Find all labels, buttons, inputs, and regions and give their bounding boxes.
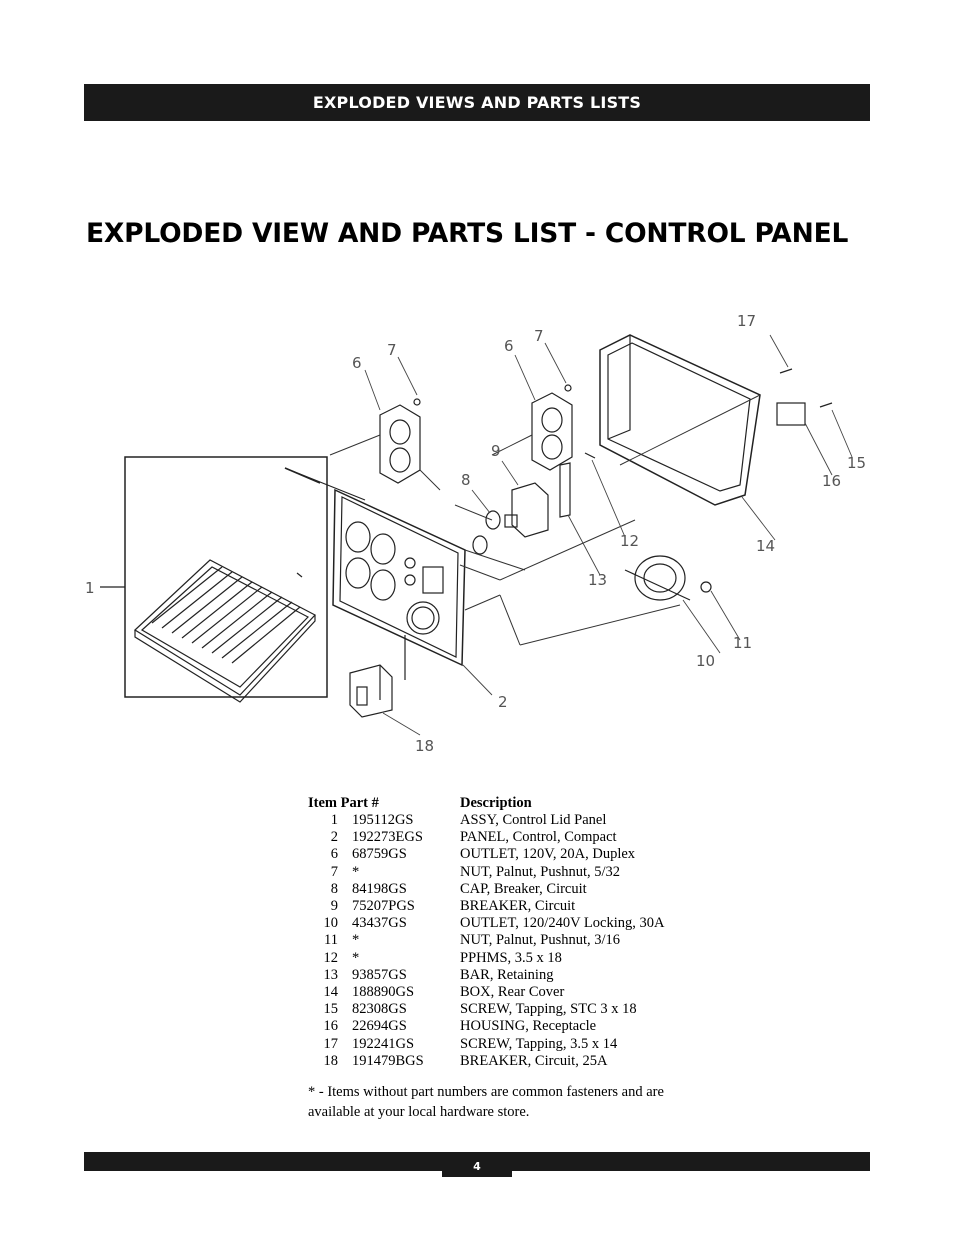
table-row (308, 950, 664, 967)
callout-7b: 7 (534, 327, 544, 345)
row-item: 13 (323, 966, 338, 983)
row-part-number: 82308GS (352, 1001, 407, 1018)
callout-15: 15 (847, 454, 867, 472)
row-description: BAR, Retaining (460, 966, 554, 983)
row-item: 14 (323, 984, 338, 1001)
callout-16: 16 (822, 472, 842, 490)
callout-18: 18 (415, 737, 435, 755)
receptacle-housing (777, 403, 805, 425)
table-row (308, 829, 664, 846)
row-part-number: 68759GS (352, 846, 407, 863)
row-item: 7 (330, 863, 338, 880)
callout-10: 10 (696, 652, 716, 670)
header-description: Description (460, 795, 532, 811)
row-description: HOUSING, Receptacle (460, 1018, 597, 1035)
rear-cover-box (600, 335, 760, 505)
row-item: 11 (324, 932, 338, 949)
row-item: 17 (323, 1035, 338, 1052)
row-item: 9 (330, 898, 338, 915)
header-item-part: Item Part # (308, 795, 379, 811)
callout-13: 13 (588, 571, 608, 589)
row-description: SCREW, Tapping, STC 3 x 18 (460, 1001, 637, 1018)
table-row (308, 812, 664, 829)
parts-table-header (308, 795, 664, 812)
callout-6b: 6 (504, 337, 514, 355)
row-item: 18 (323, 1052, 338, 1069)
callout-11: 11 (733, 634, 753, 652)
parts-list (308, 795, 664, 1070)
retaining-bar (560, 463, 570, 517)
row-item: 10 (323, 915, 338, 932)
row-description: BREAKER, Circuit, 25A (460, 1052, 608, 1069)
row-description: PPHMS, 3.5 x 18 (460, 949, 562, 966)
section-header-bar (84, 84, 870, 121)
callout-1: 1 (85, 579, 95, 597)
table-row (308, 1001, 664, 1018)
callout-12: 12 (620, 532, 640, 550)
parts-table (308, 795, 664, 1070)
row-part-number: 84198GS (352, 880, 407, 897)
locking-outlet (625, 556, 690, 600)
row-item: 8 (330, 880, 338, 897)
callout-labels (85, 312, 866, 755)
row-part-number: * (352, 949, 360, 966)
row-description: BREAKER, Circuit (460, 898, 576, 915)
row-item: 1 (330, 812, 338, 828)
callout-7a: 7 (387, 341, 397, 359)
row-description: ASSY, Control Lid Panel (460, 812, 607, 828)
section-title: EXPLODED VIEWS AND PARTS LISTS (312, 93, 642, 112)
table-row (308, 932, 664, 949)
table-row (308, 915, 664, 932)
callout-6a: 6 (352, 354, 362, 372)
callout-2: 2 (498, 693, 508, 711)
row-description: NUT, Palnut, Pushnut, 3/16 (460, 932, 621, 949)
table-row (308, 1053, 664, 1070)
row-part-number: 188890GS (352, 984, 415, 1001)
row-description: OUTLET, 120/240V Locking, 30A (460, 915, 665, 932)
duplex-outlet-right (532, 393, 572, 470)
row-item: 15 (323, 1001, 338, 1018)
row-item: 6 (330, 846, 338, 863)
breaker-9 (505, 483, 548, 537)
row-part-number: 22694GS (352, 1018, 407, 1035)
page-number: 4 (442, 1154, 512, 1177)
table-row (308, 1018, 664, 1035)
row-description: PANEL, Control, Compact (460, 829, 617, 846)
duplex-outlet-left (380, 405, 420, 483)
row-item: 16 (323, 1018, 338, 1035)
callout-14: 14 (756, 537, 776, 555)
table-row (308, 846, 664, 863)
row-description: NUT, Palnut, Pushnut, 5/32 (460, 863, 621, 880)
lid-panel (135, 560, 315, 702)
table-row (308, 898, 664, 915)
nut-11 (701, 582, 711, 592)
row-part-number: 195112GS (352, 812, 414, 828)
callout-17: 17 (737, 312, 757, 330)
footnote: * - Items without part numbers are common fasteners and are available at your local hardware store. (308, 1084, 664, 1120)
row-description: CAP, Breaker, Circuit (460, 880, 587, 897)
row-part-number: * (352, 863, 360, 880)
row-description: OUTLET, 120V, 20A, Duplex (460, 846, 636, 863)
breaker-18 (350, 665, 392, 717)
table-row (308, 881, 664, 898)
row-item: 2 (330, 829, 338, 846)
page-title: EXPLODED VIEW AND PARTS LIST - CONTROL PANEL (86, 218, 849, 249)
control-panel (333, 490, 465, 665)
row-item: 12 (323, 949, 338, 966)
table-row (308, 1036, 664, 1053)
row-description: BOX, Rear Cover (460, 984, 565, 1001)
table-row (308, 984, 664, 1001)
row-part-number: * (352, 932, 360, 949)
row-part-number: 192273EGS (352, 829, 423, 846)
table-row (308, 967, 664, 984)
row-part-number: 93857GS (352, 966, 407, 983)
row-part-number: 75207PGS (352, 898, 415, 915)
row-part-number: 192241GS (352, 1035, 415, 1052)
callout-9: 9 (491, 442, 501, 460)
callout-8: 8 (461, 471, 471, 489)
table-row (308, 864, 664, 881)
row-part-number: 191479BGS (352, 1052, 424, 1069)
row-description: SCREW, Tapping, 3.5 x 14 (460, 1035, 618, 1052)
exploded-view-diagram (80, 305, 880, 765)
row-part-number: 43437GS (352, 915, 407, 932)
